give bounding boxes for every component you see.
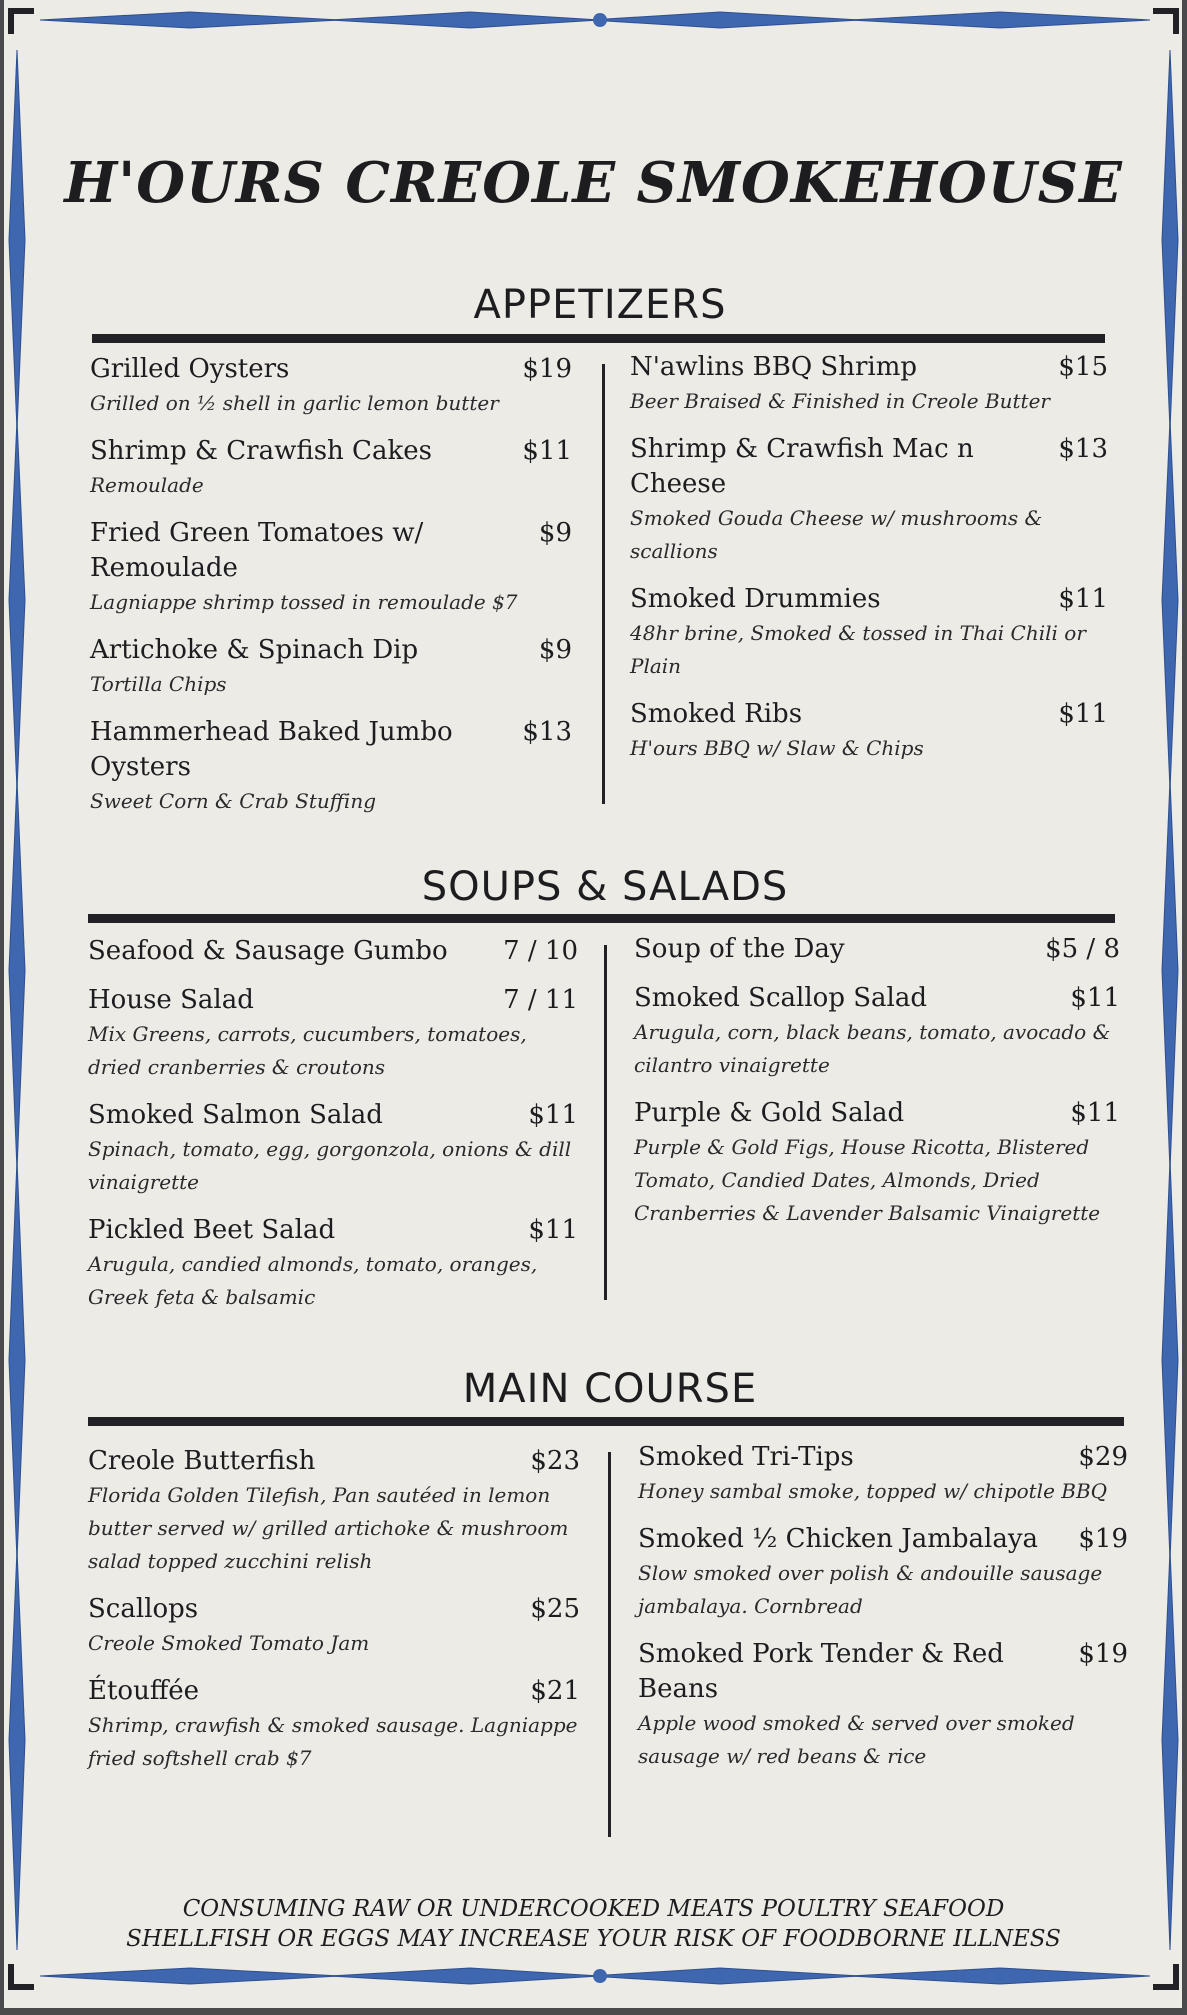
menu-item bbox=[88, 1444, 580, 1578]
item-description: Arugula, corn, black beans, tomato, avocado & cilantro vinaigrette bbox=[634, 1020, 1111, 1077]
item-name: Grilled Oysters bbox=[90, 354, 290, 384]
item-price: $9 bbox=[538, 518, 572, 548]
menu-item bbox=[630, 350, 1108, 418]
item-description: H'ours BBQ w/ Slaw & Chips bbox=[630, 736, 924, 760]
item-price: $21 bbox=[530, 1676, 580, 1706]
section-heading-main-course: MAIN COURSE bbox=[462, 1366, 758, 1412]
item-description: Purple & Gold Figs, House Ricotta, Blistered Tomato, Candied Dates, Almonds, Dried Cranberries & Lavender Balsamic Vinaigrette bbox=[634, 1135, 1101, 1225]
restaurant-title: H'OURS CREOLE SMOKEHOUSE bbox=[64, 150, 1123, 216]
menu-item bbox=[630, 582, 1108, 683]
item-name: Scallops bbox=[88, 1594, 199, 1624]
item-description: Grilled on ½ shell in garlic lemon butter bbox=[90, 391, 499, 415]
item-name: Shrimp & Crawfish Cakes bbox=[90, 436, 432, 466]
item-name: Smoked Ribs bbox=[630, 699, 803, 729]
item-name: Smoked Salmon Salad bbox=[88, 1100, 383, 1130]
menu-item bbox=[90, 434, 572, 502]
item-price: 7 / 11 bbox=[503, 985, 578, 1015]
item-price: $15 bbox=[1058, 352, 1108, 382]
menu-item bbox=[88, 1592, 580, 1660]
menu-item bbox=[90, 715, 572, 818]
item-description: Creole Smoked Tomato Jam bbox=[88, 1631, 370, 1655]
item-price: 7 / 10 bbox=[503, 936, 578, 966]
item-description: Spinach, tomato, egg, gorgonzola, onions & dill vinaigrette bbox=[88, 1137, 572, 1194]
item-price: $19 bbox=[1078, 1524, 1128, 1554]
menu-item bbox=[634, 932, 1120, 967]
item-description: Arugula, candied almonds, tomato, oranges, Greek feta & balsamic bbox=[88, 1252, 538, 1309]
item-price: $11 bbox=[522, 436, 572, 466]
item-name: Smoked Scallop Salad bbox=[634, 983, 928, 1013]
item-name: Pickled Beet Salad bbox=[88, 1215, 336, 1245]
item-description: Sweet Corn & Crab Stuffing bbox=[90, 789, 377, 813]
menu-item bbox=[90, 633, 572, 701]
item-price: $23 bbox=[530, 1446, 580, 1476]
item-price: $11 bbox=[1070, 1098, 1120, 1128]
item-description: Remoulade bbox=[90, 473, 204, 497]
main-course-left-column bbox=[88, 1444, 580, 1789]
menu-item bbox=[90, 516, 572, 619]
section-rule bbox=[88, 1417, 1124, 1426]
item-price: $11 bbox=[1058, 584, 1108, 614]
item-description: Beer Braised & Finished in Creole Butter bbox=[630, 389, 1050, 413]
menu-item bbox=[638, 1440, 1128, 1508]
menu-item bbox=[638, 1522, 1128, 1623]
item-description: Smoked Gouda Cheese w/ mushrooms & scallions bbox=[630, 506, 1043, 563]
item-description: Shrimp, crawfish & smoked sausage. Lagniappe fried softshell crab $7 bbox=[88, 1713, 578, 1770]
item-name: Fried Green Tomatoes w/ Remoulade bbox=[90, 518, 424, 583]
column-divider bbox=[604, 945, 607, 1300]
item-price: $11 bbox=[1070, 983, 1120, 1013]
menu-item bbox=[634, 981, 1120, 1082]
item-price: $11 bbox=[1058, 699, 1108, 729]
section-heading-appetizers: APPETIZERS bbox=[473, 282, 727, 328]
item-name: Étouffée bbox=[88, 1676, 200, 1706]
menu-item bbox=[90, 352, 572, 420]
health-warning-line-2: SHELLFISH OR EGGS MAY INCREASE YOUR RISK OF FOODBORNE ILLNESS bbox=[126, 1926, 1061, 1952]
item-name: Smoked Tri-Tips bbox=[638, 1442, 854, 1472]
menu-item bbox=[88, 1674, 580, 1775]
item-description: 48hr brine, Smoked & tossed in Thai Chili or Plain bbox=[630, 621, 1086, 678]
column-divider bbox=[608, 1452, 611, 1837]
menu-item bbox=[630, 697, 1108, 765]
item-price: $13 bbox=[522, 717, 572, 747]
item-name: Creole Butterfish bbox=[88, 1446, 316, 1476]
item-description: Lagniappe shrimp tossed in remoulade $7 bbox=[90, 590, 518, 614]
item-description: Slow smoked over polish & andouille sausage jambalaya. Cornbread bbox=[638, 1561, 1103, 1618]
item-name: Smoked Drummies bbox=[630, 584, 881, 614]
item-price: $25 bbox=[530, 1594, 580, 1624]
item-name: Hammerhead Baked Jumbo Oysters bbox=[90, 717, 453, 782]
item-name: Shrimp & Crawfish Mac n Cheese bbox=[630, 434, 974, 499]
item-description: Honey sambal smoke, topped w/ chipotle BBQ bbox=[638, 1479, 1108, 1503]
menu-item bbox=[630, 432, 1108, 568]
menu-item bbox=[634, 1096, 1120, 1230]
appetizers-left-column bbox=[90, 352, 572, 832]
item-description: Tortilla Chips bbox=[90, 672, 227, 696]
item-description: Florida Golden Tilefish, Pan sautéed in lemon butter served w/ grilled artichoke & mushroom salad topped zucchini relish bbox=[88, 1483, 569, 1573]
item-name: Soup of the Day bbox=[634, 934, 845, 964]
item-price: $13 bbox=[1058, 434, 1108, 464]
item-name: Seafood & Sausage Gumbo bbox=[88, 936, 448, 966]
column-divider bbox=[602, 364, 605, 804]
item-price: $5 / 8 bbox=[1045, 934, 1120, 964]
section-rule bbox=[88, 914, 1115, 923]
menu-item bbox=[88, 934, 578, 969]
item-name: Smoked Pork Tender & Red Beans bbox=[638, 1639, 1004, 1704]
item-name: Purple & Gold Salad bbox=[634, 1098, 905, 1128]
item-description: Apple wood smoked & served over smoked sausage w/ red beans & rice bbox=[638, 1711, 1075, 1768]
health-warning-line-1: CONSUMING RAW OR UNDERCOOKED MEATS POULTRY SEAFOOD bbox=[182, 1896, 1005, 1922]
appetizers-right-column bbox=[630, 350, 1108, 779]
item-name: Smoked ½ Chicken Jambalaya bbox=[638, 1524, 1039, 1554]
soups-salads-right-column bbox=[634, 932, 1120, 1244]
health-warning bbox=[0, 1894, 1187, 1954]
menu-item bbox=[88, 1213, 578, 1314]
item-name: House Salad bbox=[88, 985, 254, 1015]
item-price: $9 bbox=[538, 635, 572, 665]
item-name: Artichoke & Spinach Dip bbox=[90, 635, 419, 665]
item-name: N'awlins BBQ Shrimp bbox=[630, 352, 918, 382]
menu-item bbox=[88, 1098, 578, 1199]
item-price: $29 bbox=[1078, 1442, 1128, 1472]
item-description: Mix Greens, carrots, cucumbers, tomatoes, dried cranberries & croutons bbox=[88, 1022, 527, 1079]
menu-item bbox=[638, 1637, 1128, 1773]
item-price: $11 bbox=[528, 1215, 578, 1245]
menu-item bbox=[88, 983, 578, 1084]
section-rule bbox=[92, 334, 1105, 343]
section-heading-soups-salads: SOUPS & SALADS bbox=[421, 864, 789, 910]
soups-salads-left-column bbox=[88, 934, 578, 1328]
main-course-right-column bbox=[638, 1440, 1128, 1787]
item-price: $11 bbox=[528, 1100, 578, 1130]
item-price: $19 bbox=[522, 354, 572, 384]
item-price: $19 bbox=[1078, 1639, 1128, 1669]
